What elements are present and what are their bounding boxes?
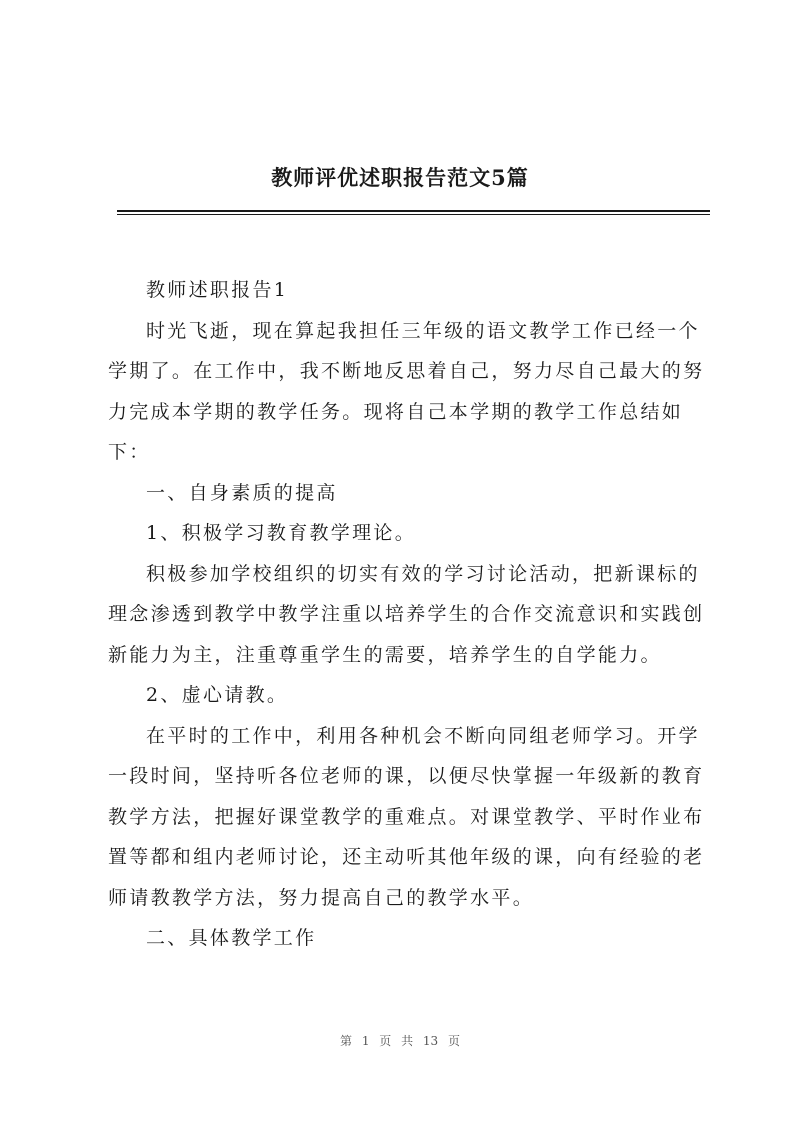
- subsection-heading: 一、自身素质的提高: [146, 481, 338, 504]
- title-underline: [117, 210, 710, 212]
- list-item-heading: 2、虚心请教。: [146, 684, 289, 706]
- subsection-heading: 二、具体教学工作: [146, 927, 317, 949]
- body-paragraph: 在平时的工作中，利用各种机会不断向同组老师学习。开学一段时间，坚持听各位老师的课，以便尽快掌握一年级新的教育教学方法，把握好课堂教学的重难点。对课堂教学、平时作业布置等都和组内老师讨论，还主动听其他年级的课，向有经验的老师请教教学方法，努力提高自己的教学水平。: [108, 724, 705, 909]
- list-item-heading: 1、积极学习教育教学理论。: [146, 522, 416, 544]
- title-underline-thin: [117, 214, 710, 215]
- document-body: [108, 270, 714, 959]
- section-heading: 教师述职报告1: [146, 279, 289, 301]
- document-title: 教师评优述职报告范文5篇: [271, 165, 529, 190]
- page-footer: 第 1 页 共 13 页: [340, 1034, 460, 1048]
- body-paragraph: 时光飞逝，现在算起我担任三年级的语文教学工作已经一个学期了。在工作中，我不断地反思着自己，努力尽自己最大的努力完成本学期的教学任务。现将自己本学期的教学工作总结如下：: [108, 319, 705, 463]
- body-paragraph: 积极参加学校组织的切实有效的学习讨论活动，把新课标的理念渗透到教学中教学注重以培养学生的合作交流意识和实践创新能力为主，注重尊重学生的需要，培养学生的自学能力。: [108, 562, 705, 666]
